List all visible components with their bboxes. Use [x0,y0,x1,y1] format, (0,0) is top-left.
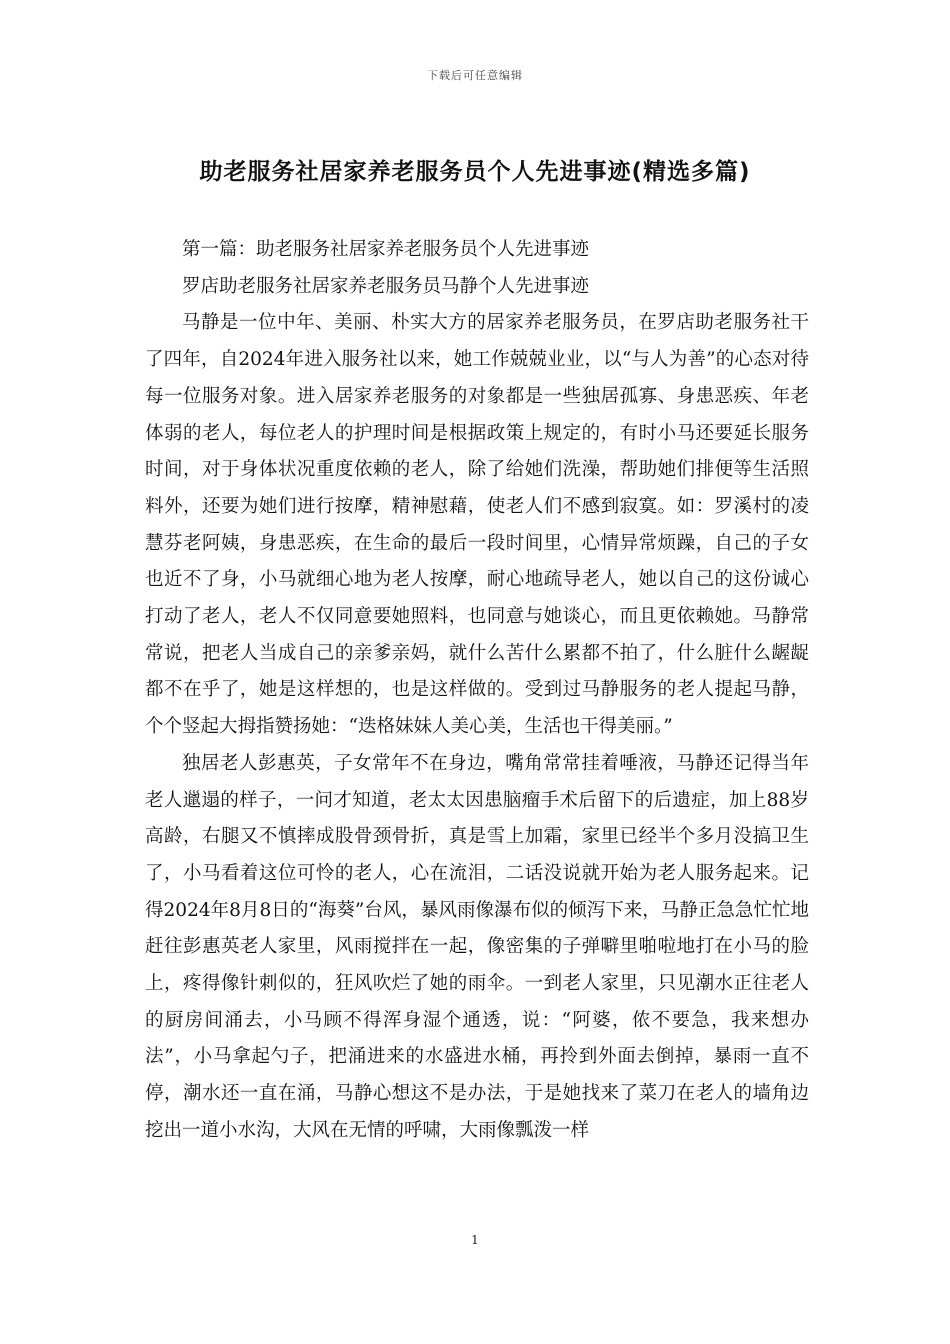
page-number: 1 [471,1233,479,1247]
body-paragraph: 独居老人彭惠英，子女常年不在身边，嘴角常常挂着唾液，马静还记得当年老人邋遢的样子，一问才知道，老太太因患脑瘤手术后留下的后遗症，加上88岁高龄，右腿又不慎摔成股骨颈骨折，真是雪上加霜，家里已经半个多月没搞卫生了，小马看着这位可怜的老人，心在流泪，二话没说就开始为老人服务起来。记得2024年8月8日的“海葵”台风，暴风雨像瀑布似的倾泻下来，马静正急急忙忙地赶往彭惠英老人家里，风雨搅拌在一起，像密集的子弹噼里啪啦地打在小马的脸上，疼得像针刺似的，狂风吹烂了她的雨伞。一到老人家里，只见潮水正往老人的厨房间涌去，小马顾不得浑身湿个通透，说：“阿婆，侬不要急，我来想办法”，小马拿起勺子，把涌进来的水盛进水桶，再拎到外面去倒掉，暴雨一直不停，潮水还一直在涌，马静心想这不是办法，于是她找来了菜刀在老人的墙角边挖出一道小水沟，大风在无情的呼啸，大雨像瓢泼一样 [145,752,809,1141]
section-heading: 第一篇：助老服务社居家养老服务员个人先进事迹 [182,239,590,260]
document-body [145,232,809,1150]
document-title: 助老服务社居家养老服务员个人先进事迹(精选多篇) [199,159,751,185]
header-note: 下载后可任意编辑 [427,69,523,82]
article-subtitle: 罗店助老服务社居家养老服务员马静个人先进事迹 [182,275,590,297]
body-paragraph: 马静是一位中年、美丽、朴实大方的居家养老服务员，在罗店助老服务社干了四年，自2024年进入服务社以来，她工作兢兢业业，以“与人为善”的心态对待每一位服务对象。进入居家养老服务的对象都是一些独居孤寡、身患恶疾、年老体弱的老人，每位老人的护理时间是根据政策上规定的，有时小马还要延长服务时间，对于身体状况重度依赖的老人，除了给她们洗澡，帮助她们排便等生活照料外，还要为她们进行按摩，精神慰藉，使老人们不感到寂寞。如：罗溪村的凌慧芬老阿姨，身患恶疾，在生命的最后一段时间里，心情异常烦躁，自己的子女也近不了身，小马就细心地为老人按摩，耐心地疏导老人，她以自己的这份诚心打动了老人，老人不仅同意要她照料，也同意与她谈心，而且更依赖她。马静常常说，把老人当成自己的亲爹亲妈，就什么苦什么累都不拍了，什么脏什么龌龊都不在乎了，她是这样想的，也是这样做的。受到过马静服务的老人提起马静，个个竖起大拇指赞扬她：“迭格妹妹人美心美，生活也干得美丽。” [145,312,809,738]
